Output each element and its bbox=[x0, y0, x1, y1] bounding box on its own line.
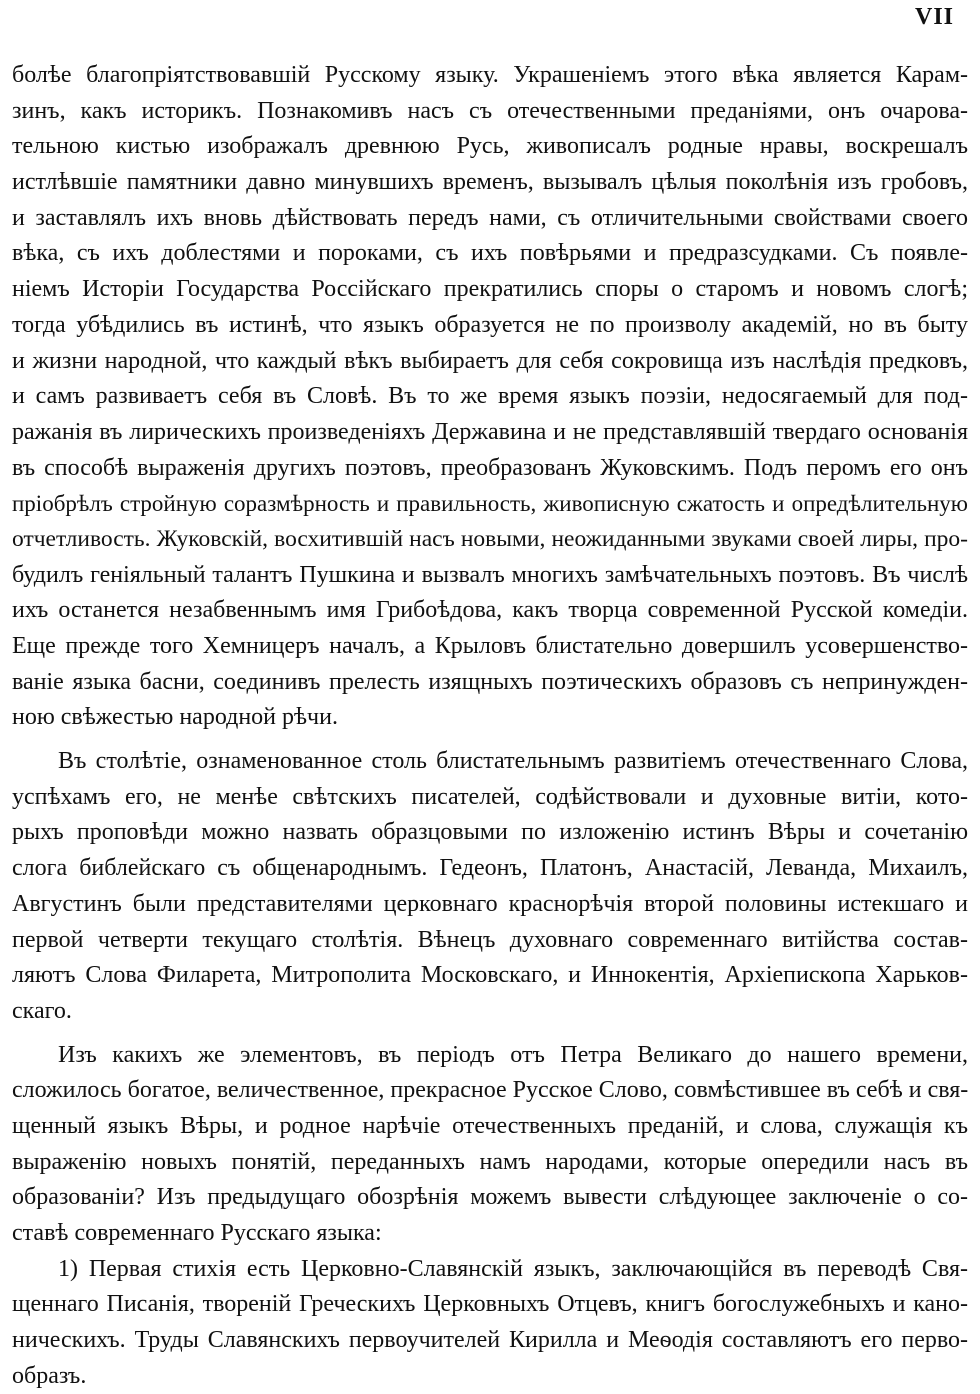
text-line: рыхъ проповѣди можно назвать образцовыми по изложенію истинъ Вѣры и сочетанію bbox=[12, 819, 968, 846]
text-line: пріобрѣлъ стройную соразмѣрность и правильность, живописную сжатость и опредѣлительную bbox=[12, 491, 968, 517]
text-line: ною свѣжестью народной рѣчи. bbox=[12, 704, 338, 731]
paragraph-1 bbox=[12, 58, 968, 736]
text-line: тогда убѣдились въ истинѣ, что языкъ образуется не по произволу академій, но въ быту bbox=[12, 311, 968, 338]
paragraph-4 bbox=[12, 1252, 968, 1394]
text-body bbox=[12, 58, 968, 1394]
text-line: успѣхамъ его, не менѣе свѣтскихъ писателей, содѣйствовали и духовные витіи, кото- bbox=[12, 783, 968, 810]
text-line: будилъ геніяльный талантъ Пушкина и вызвалъ многихъ замѣчательныхъ поэтовъ. Въ числѣ bbox=[12, 561, 968, 588]
text-line: и самъ развиваетъ себя въ Словѣ. Въ то же время языкъ поэзіи, недосягаемый для под- bbox=[12, 383, 968, 410]
text-line: образованіи? Изъ предыдущаго обозрѣнія можемъ вывести слѣдующее заключеніе о со- bbox=[12, 1184, 968, 1211]
page-number: VII bbox=[914, 4, 954, 30]
text-line: и заставлялъ ихъ вновь дѣйствовать передъ нами, съ отличительными свойствами своего bbox=[12, 204, 968, 231]
text-line: ражанія въ лирическихъ произведеніяхъ Державина и не представлявшій твердаго основанія bbox=[12, 418, 968, 445]
text-line: въ способѣ выраженія другихъ поэтовъ, преобразованъ Жуковскимъ. Подъ перомъ его онъ bbox=[12, 454, 968, 481]
text-line: Еще прежде того Хемницеръ началъ, а Крыловъ блистательно довершилъ усовершенство- bbox=[12, 633, 968, 659]
text-line: тельною кистью изображалъ древнюю Русь, живописалъ родные нравы, воскрешалъ bbox=[12, 133, 968, 160]
text-line: ваніе языка басни, соединивъ прелесть изящныхъ поэтическихъ образовъ съ непринужден- bbox=[12, 668, 968, 695]
text-line: болѣе благопріятствовавшій Русскому языку. Украшеніемъ этого вѣка является Карам- bbox=[12, 62, 968, 88]
paragraph-gap bbox=[12, 736, 968, 744]
text-line: Августинъ были представителями церковнаго краснорѣчія второй половины истекшаго и bbox=[12, 890, 968, 917]
text-line: образъ. bbox=[12, 1362, 87, 1389]
text-line: выраженію новыхъ понятій, переданныхъ намъ народами, которые опередили насъ въ bbox=[12, 1148, 968, 1175]
paragraph-2 bbox=[12, 744, 968, 1030]
paragraph-3 bbox=[12, 1038, 968, 1252]
text-line: щеннаго Писанія, твореній Греческихъ Церковныхъ Отцевъ, книгъ богослужебныхъ и кано- bbox=[12, 1291, 968, 1318]
text-line: щенный языкъ Вѣры, и родное нарѣчіе отечественныхъ преданій, и слова, служащія къ bbox=[12, 1112, 968, 1139]
text-line: слога библейскаго съ общенароднымъ. Гедеонъ, Платонъ, Анастасій, Леванда, Михаилъ, bbox=[12, 855, 968, 882]
text-line: Въ столѣтіе, ознаменованное столь блистательнымъ развитіемъ отечественнаго Слова, bbox=[58, 748, 968, 775]
text-line: 1) Первая стихія есть Церковно-Славянскій языкъ, заключающійся въ переводѣ Свя- bbox=[58, 1255, 968, 1282]
text-line: истлѣвшіе памятники давно минувшихъ временъ, вызывалъ цѣлыя поколѣнія изъ гробовъ, bbox=[12, 169, 968, 196]
text-line: скаго. bbox=[12, 997, 72, 1024]
text-line: ническихъ. Труды Славянскихъ первоучителей Кирилла и Меѳодія составляютъ его перво- bbox=[12, 1327, 968, 1354]
text-line: отчетливость. Жуковскій, восхитившій насъ новыми, неожиданными звуками своей лиры, про- bbox=[12, 525, 968, 552]
paragraph-gap bbox=[12, 1030, 968, 1038]
text-line: и жизни народной, что каждый вѣкъ выбираетъ для себя сокровища изъ наслѣдія предковъ, bbox=[12, 347, 968, 374]
text-line: зинъ, какъ историкъ. Познакомивъ насъ съ отечественными преданіями, онъ очарова- bbox=[12, 97, 968, 124]
text-line: вѣка, съ ихъ доблестями и пороками, съ ихъ повѣрьями и предразсудками. Съ появле- bbox=[12, 240, 968, 267]
text-line: ихъ останется незабвеннымъ имя Грибоѣдова, какъ творца современной Русской комедіи. bbox=[12, 597, 968, 624]
text-line: ніемъ Исторіи Государства Россійскаго прекратились споры о старомъ и новомъ слогѣ; bbox=[12, 276, 968, 303]
text-line: Изъ какихъ же элементовъ, въ періодъ отъ Петра Великаго до нашего времени, bbox=[58, 1041, 968, 1068]
text-line: первой четверти текущаго столѣтія. Вѣнецъ духовнаго современнаго витійства состав- bbox=[12, 926, 968, 953]
text-line: ставѣ современнаго Русскаго языка: bbox=[12, 1220, 382, 1246]
text-line: ляютъ Слова Филарета, Митрополита Московскаго, и Иннокентія, Архіепископа Харьков- bbox=[12, 962, 968, 989]
text-line: сложилось богатое, величественное, прекрасное Русское Слово, совмѣстившее въ себѣ и свя- bbox=[12, 1077, 968, 1104]
